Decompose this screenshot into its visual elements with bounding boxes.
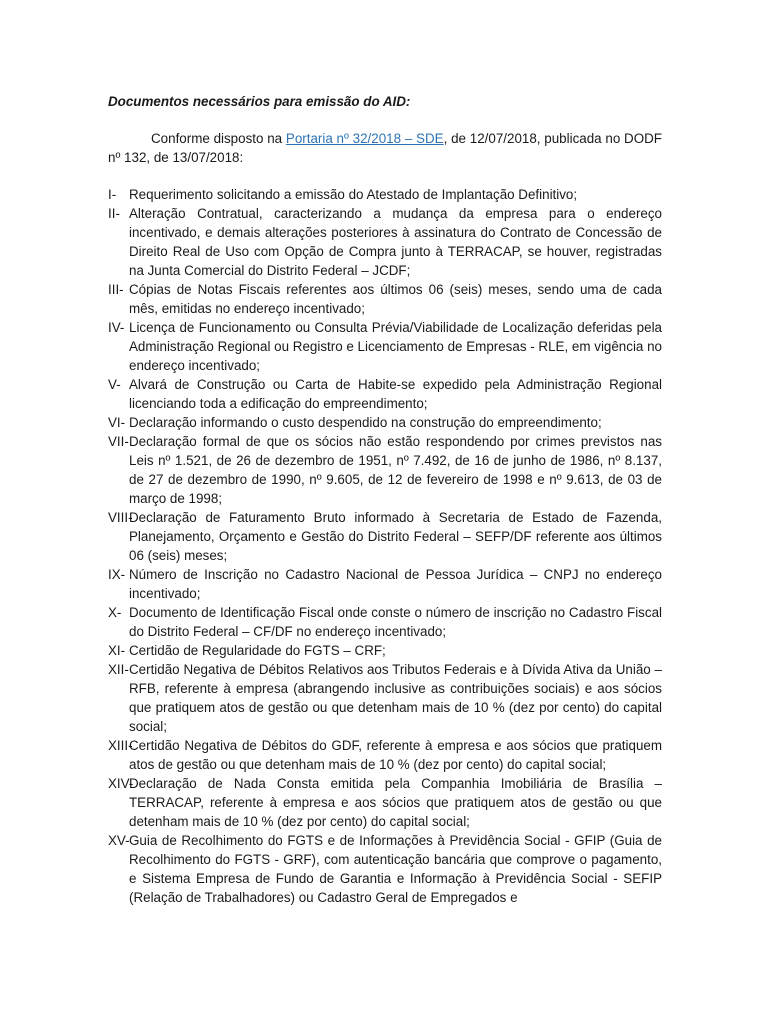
item-text: Documento de Identificação Fiscal onde conste o número de inscrição no Cadastro Fiscal do Distrito Federal – CF/DF no endereço incentivado;	[129, 605, 662, 639]
list-item	[108, 831, 662, 907]
item-number: VIII-	[108, 510, 133, 525]
item-text: Cópias de Notas Fiscais referentes aos últimos 06 (seis) meses, sendo uma de cada mês, emitidas no endereço incentivado;	[129, 282, 662, 316]
item-text: Requerimento solicitando a emissão do Atestado de Implantação Definitivo;	[129, 187, 578, 202]
list-item	[108, 603, 662, 641]
item-number: IV-	[108, 320, 125, 335]
item-text: Declaração formal de que os sócios não estão respondendo por crimes previstos nas Leis nº 1.521, de 26 de dezembro de 1951, nº 7.492, de 16 de junho de 1986, nº 8.137, de 27 de dezembro de 1990, nº 9.605, de 12 de fevereiro de 1998 e nº 9.613, de 03 de março de 1998;	[129, 434, 662, 506]
list-item	[108, 565, 662, 603]
item-number: VII-	[108, 434, 129, 449]
list-item	[108, 204, 662, 280]
item-text: Guia de Recolhimento do FGTS e de Informações à Previdência Social - GFIP (Guia de Recolhimento do FGTS - GRF), com autenticação bancária que comprove o pagamento, e Sistema Empresa de Fundo de Garantia e Informação à Previdência Social - SEFIP (Relação de Trabalhadores) ou Cadastro Geral de Empregados e	[129, 833, 662, 905]
portaria-link[interactable]: Portaria nº 32/2018 – SDE	[285, 131, 444, 146]
requirements-list	[108, 185, 662, 907]
list-item	[108, 413, 662, 432]
item-text: Alteração Contratual, caracterizando a mudança da empresa para o endereço incentivado, e demais alterações posteriores à assinatura do Contrato de Concessão de Direito Real de Uso com Opção de Compra junto à TERRACAP, se houver, registradas na Junta Comercial do Distrito Federal – JCDF;	[129, 206, 662, 278]
list-item	[108, 774, 662, 831]
list-item	[108, 280, 662, 318]
item-text: Certidão Negativa de Débitos do GDF, referente à empresa e aos sócios que pratiquem atos de gestão ou que detenham mais de 10 % (dez por cento) do capital social;	[129, 738, 662, 772]
item-number: V-	[108, 377, 121, 392]
item-number: XIII-	[108, 738, 133, 753]
item-text: Declaração de Faturamento Bruto informado à Secretaria de Estado de Fazenda, Planejamento, Orçamento e Gestão do Distrito Federal – SEFP/DF referente aos últimos 06 (seis) meses;	[129, 510, 662, 563]
item-text: Declaração de Nada Consta emitida pela Companhia Imobiliária de Brasília – TERRACAP, referente à empresa e aos sócios que pratiquem atos de gestão ou que detenham mais de 10 % (dez por cento) do capital social;	[129, 776, 662, 829]
list-item	[108, 375, 662, 413]
item-number: IX-	[108, 567, 126, 582]
intro-paragraph	[108, 129, 662, 167]
item-text: Certidão de Regularidade do FGTS – CRF;	[129, 643, 386, 658]
item-number: XV-	[108, 833, 130, 848]
list-item	[108, 185, 662, 204]
item-number: XIV-	[108, 776, 134, 791]
item-number: I-	[108, 187, 117, 202]
list-item	[108, 508, 662, 565]
list-item	[108, 432, 662, 508]
item-number: III-	[108, 282, 124, 297]
document-heading: Documentos necessários para emissão do AID:	[108, 94, 411, 109]
item-text: Número de Inscrição no Cadastro Nacional de Pessoa Jurídica – CNPJ no endereço incentivado;	[129, 567, 662, 601]
item-text: Licença de Funcionamento ou Consulta Prévia/Viabilidade de Localização deferidas pela Administração Regional ou Registro e Licenciamento de Empresas - RLE, em vigência no endereço incentivado;	[129, 320, 662, 373]
list-item	[108, 641, 662, 660]
document-page	[108, 92, 662, 907]
item-text: Alvará de Construção ou Carta de Habite-se expedido pela Administração Regional licenciando toda a edificação do empreendimento;	[129, 377, 662, 411]
list-item	[108, 318, 662, 375]
item-number: II-	[108, 206, 120, 221]
list-item	[108, 736, 662, 774]
item-text: Declaração informando o custo despendido na construção do empreendimento;	[129, 415, 602, 430]
list-item	[108, 660, 662, 736]
intro-text-after: , de 12/07/2018, publicada no DODF nº 132, de 13/07/2018:	[108, 131, 662, 165]
item-number: XII-	[108, 662, 129, 677]
item-number: X-	[108, 605, 122, 620]
item-number: XI-	[108, 643, 126, 658]
item-number: VI-	[108, 415, 126, 430]
item-text: Certidão Negativa de Débitos Relativos aos Tributos Federais e à Dívida Ativa da União – RFB, referente à empresa (abrangendo inclusive as contribuições sociais) e aos sócios que pratiquem atos de gestão ou que detenham mais de 10 % (dez por cento) do capital social;	[129, 662, 662, 734]
intro-text-before: Conforme disposto na	[151, 131, 286, 146]
